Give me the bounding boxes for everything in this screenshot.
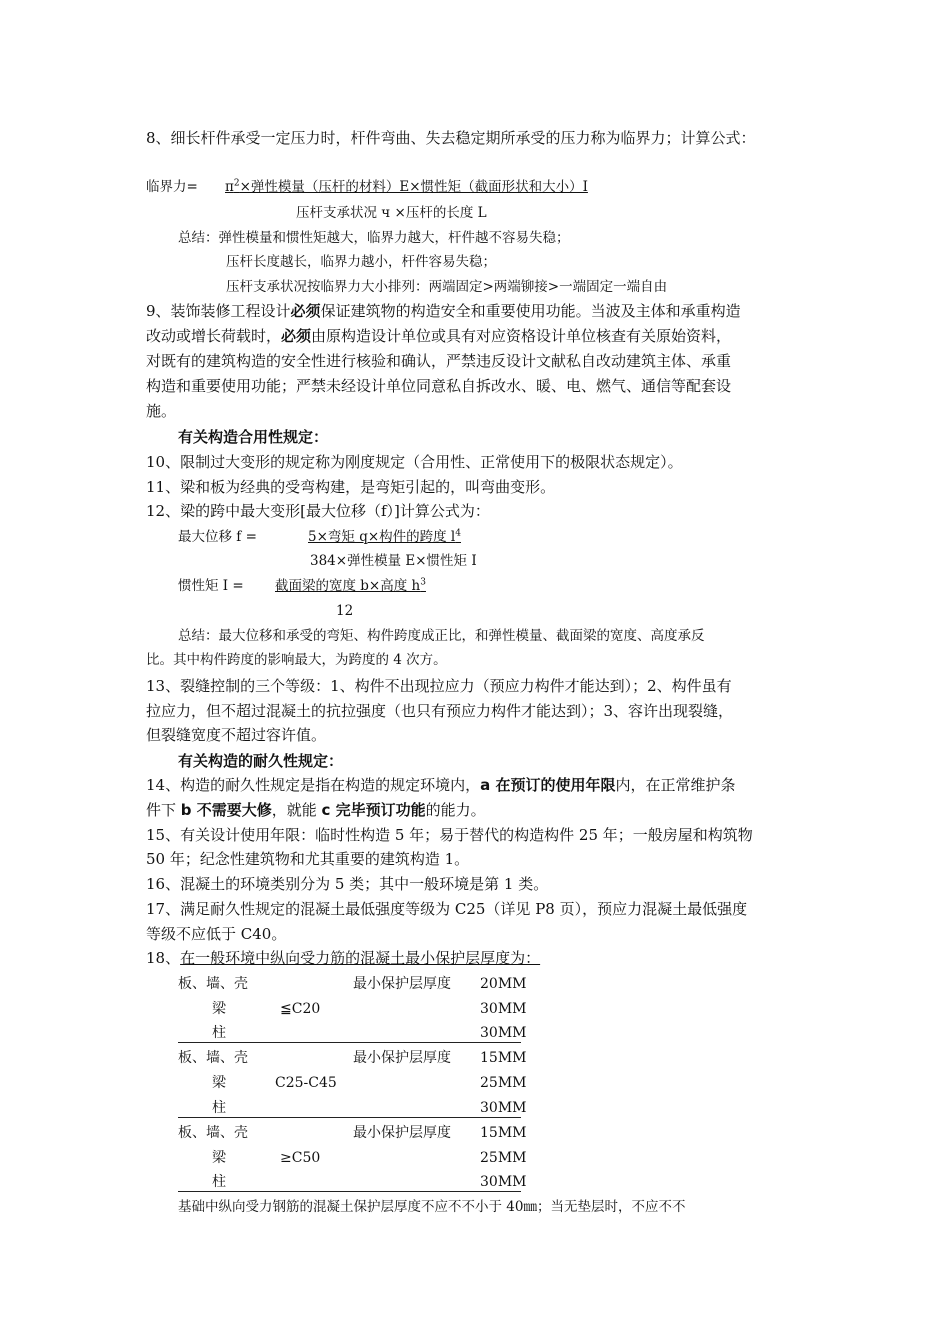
paragraph-12-intro: 12、梁的跨中最大变形[最大位移（f）]计算公式为： [146,502,490,520]
table-member: 柱 [212,1174,226,1190]
table-member: 板、墙、壳 [178,976,248,992]
table-grade: ≦C20 [280,1001,321,1017]
table-value: 20MM [480,976,527,992]
table-label: 最小保护层厚度 [353,1125,451,1141]
deflection-numerator-text: 5×弯矩 q×构件的跨度 l [308,529,456,545]
p9-text: 由原构造设计单位或具有对应资格设计单位核查有关原始资料， [311,327,732,345]
paragraph-11: 11、梁和板为经典的受弯构建，是弯矩引起的，叫弯曲变形。 [146,478,556,496]
table-value: 15MM [480,1050,527,1066]
table-member: 柱 [212,1100,226,1116]
table-value: 30MM [480,1174,527,1190]
table-value: 30MM [480,1100,527,1116]
p14-text: 内，在正常维护条 [615,776,736,794]
p9-text: 改动或增长荷载时， [146,327,282,345]
deflection-exponent: 4 [455,528,461,539]
paragraph-10: 10、限制过大变形的规定称为刚度规定（合用性、正常使用下的极限状态规定）。 [146,453,683,471]
critical-force-label: 临界力= [146,179,198,195]
table-member: 柱 [212,1025,226,1041]
p9-text: 9、装饰装修工程设计 [146,302,291,320]
p14-text: 的能力。 [425,801,486,819]
moment-of-inertia-numerator [275,576,434,596]
table-grade: ≥C50 [280,1150,321,1166]
p12-summary-2: 比。其中构件跨度的影响最大，为跨度的 4 次方。 [146,652,447,668]
paragraph-9-line-2 [146,326,731,346]
paragraph-17-line-2: 等级不应低于 C40。 [146,925,287,943]
paragraph-18-intro [146,948,540,968]
numerator-exponent: 2 [233,178,240,189]
paragraph-17-line-1: 17、满足耐久性规定的混凝土最低强度等级为 C25（详见 P8 页），预应力混凝土最低强度 [146,900,748,918]
p14-text: 14、构造的耐久性规定是指在构造的规定环境内， [146,776,481,794]
max-deflection-denominator: 384×弹性模量 E×惯性矩 I [310,553,477,569]
paragraph-15-line-2: 50 年；纪念性建筑物和尤其重要的建筑构造 1。 [146,850,470,868]
paragraph-9-line-3: 对既有的建筑构造的安全性进行核验和确认，严禁违反设计文献私自改动建筑主体、承重 [146,352,732,370]
p18-number: 18、 [146,949,181,967]
critical-force-denominator: 压杆支承状况 ч ×压杆的长度 L [296,205,487,221]
p8-summary-2: 压杆长度越长，临界力越小，杆件容易失稳； [226,254,496,270]
paragraph-18-footer: 基础中纵向受力钢筋的混凝土保护层厚度不应不不小于 40㎜；当无垫层时，不应不不 [178,1199,686,1215]
table-value: 25MM [480,1150,527,1166]
paragraph-9-line-1 [146,301,741,321]
paragraph-16: 16、混凝土的环境类别分为 5 类；其中一般环境是第 1 类。 [146,875,549,893]
p8-summary-1: 总结：弹性模量和惯性矩越大，临界力越大，杆件越不容易失稳； [178,230,570,246]
paragraph-13-line-2: 拉应力，但不超过混凝土的抗拉强度（也只有预应力构件才能达到）；3、容许出现裂缝， [146,702,734,720]
inertia-exponent: 3 [420,577,426,588]
paragraph-9-line-4: 构造和重要使用功能；严禁未经设计单位同意私自拆改水、暖、电、燃气、通信等配套设 [146,377,732,395]
max-deflection-numerator [286,527,495,547]
table-value: 25MM [480,1075,527,1091]
p14-emphasis: a 在预订的使用年限 [480,776,616,794]
table-label: 最小保护层厚度 [353,976,451,992]
p14-emphasis: c 完毕预订功能 [321,801,426,819]
p14-text: 件下 [146,801,181,819]
paragraph-13-line-3: 但裂缝宽度不超过容许值。 [146,726,327,744]
numerator-text: ×弹性模量（压杆的材料）E×惯性矩（截面形状和大小）I [239,179,588,195]
p14-text: ，就能 [271,801,322,819]
table-value: 15MM [480,1125,527,1141]
max-deflection-label: 最大位移 f = [178,529,257,545]
heading-applicability: 有关构造合用性规定： [178,428,329,446]
table-divider [178,1042,521,1043]
p12-summary-1: 总结：最大位移和承受的弯矩、构件跨度成正比，和弹性模量、截面梁的宽度、高度承反 [178,628,705,644]
paragraph-14-line-1 [146,775,735,795]
p8-summary-3: 压杆支承状况按临界力大小排列：两端固定>两端铆接>一端固定一端自由 [226,279,668,295]
paragraph-14-line-2 [146,800,486,820]
table-member: 板、墙、壳 [178,1125,248,1141]
p14-emphasis: b 不需要大修 [180,801,272,819]
pi-symbol: π [225,179,234,195]
table-divider [178,1191,521,1192]
moment-of-inertia-label: 惯性矩 I = [178,578,244,594]
table-value: 30MM [480,1025,527,1041]
table-value: 30MM [480,1001,527,1017]
table-member: 板、墙、壳 [178,1050,248,1066]
inertia-numerator-text: 截面梁的宽度 b×高度 h [275,578,421,594]
p9-emphasis: 必须 [281,327,312,345]
p9-text: 保证建筑物的构造安全和重要使用功能。当波及主体和承重构造 [320,302,741,320]
paragraph-9-line-5: 施。 [146,402,177,420]
p9-emphasis: 必须 [290,302,321,320]
paragraph-8-intro: 8、细长杆件承受一定压力时，杆件弯曲、失去稳定期所承受的压力称为临界力；计算公式： [146,129,756,147]
table-grade: C25-C45 [275,1075,337,1091]
paragraph-13-line-1: 13、裂缝控制的三个等级：1、构件不出现拉应力（预应力构件才能达到）；2、构件虽有 [146,677,732,695]
table-divider [178,1117,521,1118]
heading-durability: 有关构造的耐久性规定： [178,752,344,770]
table-member: 梁 [212,1075,226,1091]
p18-text: 在一般环境中纵向受力筋的混凝土最小保护层厚度为： [180,949,541,967]
table-member: 梁 [212,1150,226,1166]
moment-of-inertia-denominator: 12 [336,603,354,619]
table-label: 最小保护层厚度 [353,1050,451,1066]
paragraph-15-line-1: 15、有关设计使用年限：临时性构造 5 年；易于替代的构造构件 25 年；一般房屋和构筑物 [146,826,753,844]
critical-force-numerator [225,177,588,197]
table-member: 梁 [212,1001,226,1017]
